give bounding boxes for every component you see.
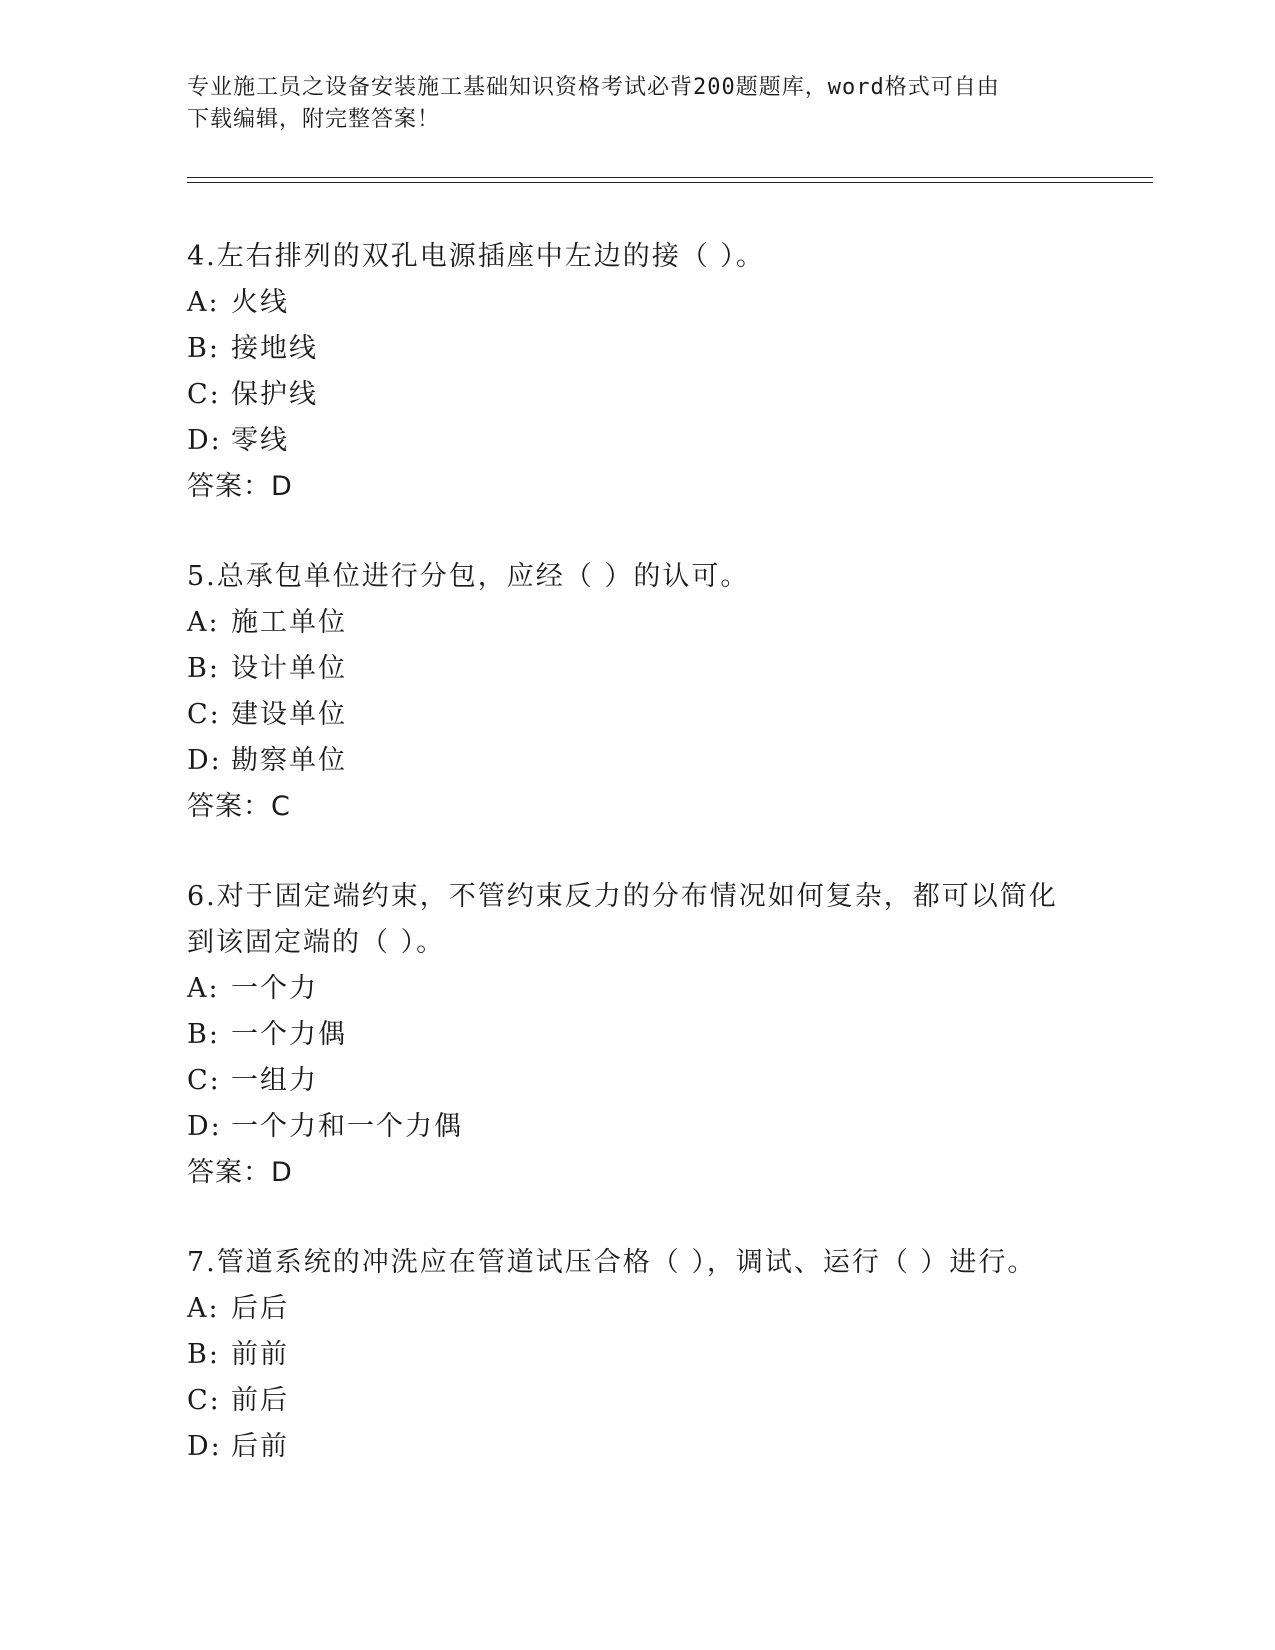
option-c	[187, 692, 1087, 738]
question-stem: 7.管道系统的冲洗应在管道试压合格（ ），调试、运行（ ）进行。	[187, 1247, 1037, 1278]
option-letter: D:	[187, 745, 222, 776]
option-text: 勘察单位	[231, 745, 347, 776]
option-letter: C:	[187, 1065, 221, 1096]
option-text: 火线	[231, 287, 289, 318]
question-item	[187, 554, 1087, 830]
option-letter: B:	[187, 1339, 220, 1370]
option-text: 零线	[231, 425, 289, 456]
option-letter: D:	[187, 1111, 222, 1142]
option-text: 一个力偶	[231, 1019, 347, 1050]
option-text: 前后	[231, 1385, 289, 1416]
option-letter: D:	[187, 1431, 222, 1462]
option-a	[187, 280, 1087, 326]
option-b	[187, 646, 1087, 692]
option-text: 设计单位	[231, 653, 347, 684]
question-stem: 6.对于固定端约束，不管约束反力的分布情况如何复杂，都可以简化	[187, 881, 1058, 912]
header-rule-top	[187, 177, 1153, 178]
option-c	[187, 372, 1087, 418]
option-text: 施工单位	[231, 607, 347, 638]
option-letter: B:	[187, 653, 220, 684]
question-stem: 5.总承包单位进行分包，应经（ ）的认可。	[187, 561, 750, 592]
header-line-2: 下载编辑，附完整答案！	[187, 107, 441, 132]
document-header	[187, 72, 1067, 136]
answer-line: 答案：D	[187, 1157, 293, 1188]
option-letter: A:	[187, 973, 220, 1004]
answer-line: 答案：C	[187, 791, 291, 822]
option-text: 建设单位	[231, 699, 347, 730]
option-letter: A:	[187, 1293, 220, 1324]
option-text: 接地线	[231, 333, 318, 364]
option-c	[187, 1378, 1087, 1424]
question-item	[187, 1240, 1087, 1470]
question-item	[187, 234, 1087, 510]
option-d	[187, 1424, 1087, 1470]
answer-line: 答案：D	[187, 471, 293, 502]
option-letter: A:	[187, 287, 220, 318]
option-text: 后前	[231, 1431, 289, 1462]
option-text: 一组力	[231, 1065, 318, 1096]
option-letter: A:	[187, 607, 220, 638]
option-text: 前前	[231, 1339, 289, 1370]
header-line-1: 专业施工员之设备安装施工基础知识资格考试必背200题题库，word格式可自由	[187, 75, 1000, 100]
option-letter: C:	[187, 1385, 221, 1416]
option-text: 后后	[231, 1293, 289, 1324]
option-text: 一个力	[231, 973, 318, 1004]
option-a	[187, 600, 1087, 646]
option-text: 保护线	[231, 379, 318, 410]
option-b	[187, 326, 1087, 372]
option-b	[187, 1332, 1087, 1378]
option-letter: C:	[187, 379, 221, 410]
question-stem: 4.左右排列的双孔电源插座中左边的接（ ）。	[187, 241, 765, 272]
option-c	[187, 1058, 1087, 1104]
option-a	[187, 966, 1087, 1012]
option-text: 一个力和一个力偶	[231, 1111, 463, 1142]
option-letter: B:	[187, 333, 220, 364]
option-d	[187, 418, 1087, 464]
question-list	[187, 234, 1087, 1514]
option-d	[187, 738, 1087, 784]
option-d	[187, 1104, 1087, 1150]
header-rule-bottom	[187, 182, 1153, 183]
option-letter: D:	[187, 425, 222, 456]
question-item	[187, 874, 1087, 1196]
option-letter: B:	[187, 1019, 220, 1050]
option-b	[187, 1012, 1087, 1058]
question-stem-continued: 到该固定端的（ ）。	[187, 927, 446, 958]
option-letter: C:	[187, 699, 221, 730]
option-a	[187, 1286, 1087, 1332]
